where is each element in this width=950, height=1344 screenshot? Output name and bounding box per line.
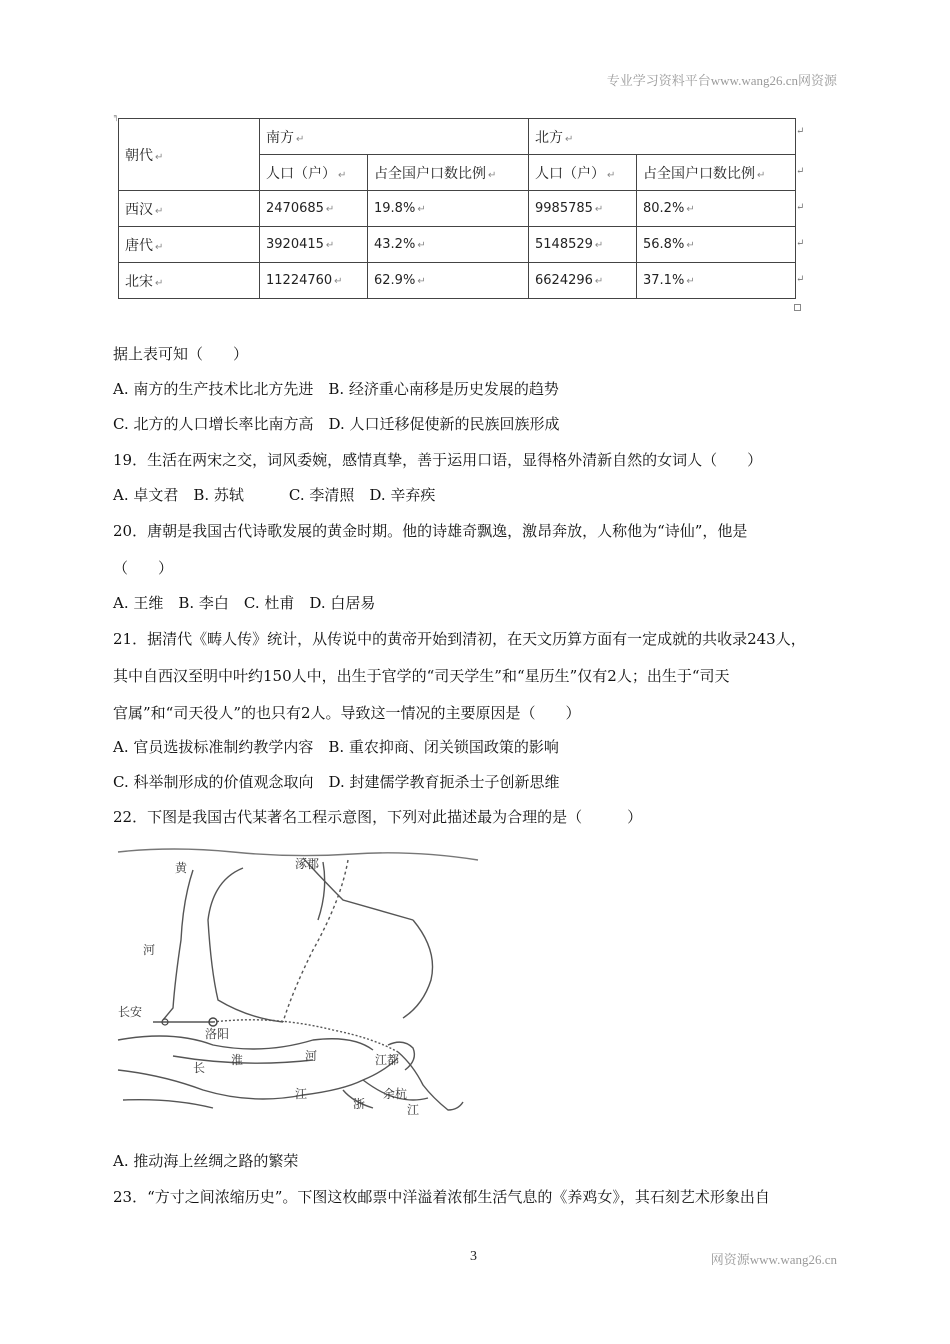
table-handle-mark: ╕ <box>114 112 119 121</box>
map-label: 长安 <box>118 1005 143 1019</box>
table-subheader-cell: 人口（户） ↵ <box>260 155 368 191</box>
table-header-north: 北方 ↵ <box>529 119 796 155</box>
table-cell: 5148529 ↵ <box>529 227 637 263</box>
table-cell-dynasty: 西汉 ↵ <box>119 191 260 227</box>
table-row <box>119 191 796 227</box>
map-label: 河 <box>143 943 156 957</box>
header-watermark: 专业学习资料平台www.wang26.cn网资源 <box>606 73 837 88</box>
table-subheader-cell: 人口（户） ↵ <box>529 155 637 191</box>
row-end-mark: ↵ <box>796 238 805 249</box>
q22-stem: 22．下图是我国古代某著名工程示意图，下列对此描述最为合理的是（ ） <box>113 808 643 826</box>
q21-options-line2: C. 科举制形成的价值观念取向 D. 封建儒学教育扼杀士子创新思维 <box>113 773 560 791</box>
page-number: 3 <box>470 1249 477 1264</box>
table-row <box>119 263 796 299</box>
map-label: 余杭 <box>383 1087 408 1101</box>
q18-options-line2: C. 北方的人口增长率比南方高 D. 人口迁移促使新的民族回族形成 <box>113 415 560 433</box>
row-end-mark: ↵ <box>796 126 805 137</box>
q22-option-a: A. 推动海上丝绸之路的繁荣 <box>113 1152 299 1170</box>
q20-stem-line2: （ ） <box>113 559 174 577</box>
table-row <box>119 227 796 263</box>
table-header-dynasty: 朝代 ↵ <box>119 119 260 191</box>
table-cell: 62.9% ↵ <box>368 263 529 299</box>
map-label: 江都 <box>375 1053 400 1067</box>
table-cell: 37.1% ↵ <box>637 263 796 299</box>
canal-map-drawing <box>113 840 483 1115</box>
map-label: 浙 <box>353 1097 366 1111</box>
table-subheader-cell: 占全国户口数比例 ↵ <box>368 155 529 191</box>
q18-stem: 据上表可知（ ） <box>113 345 249 363</box>
table-cell-dynasty: 北宋 ↵ <box>119 263 260 299</box>
q19-options: A. 卓文君 B. 苏轼 C. 李清照 D. 辛弃疾 <box>113 486 436 504</box>
canal-map <box>113 840 483 1115</box>
map-label: 江 <box>295 1087 308 1101</box>
table-subheader-cell: 占全国户口数比例 ↵ <box>637 155 796 191</box>
map-label: 洛阳 <box>205 1027 230 1041</box>
table-cell: 2470685 ↵ <box>260 191 368 227</box>
map-label: 长 <box>193 1061 206 1075</box>
q18-options-line1: A. 南方的生产技术比北方先进 B. 经济重心南移是历史发展的趋势 <box>113 380 559 398</box>
table-cell-dynasty: 唐代 ↵ <box>119 227 260 263</box>
table-cell: 9985785 ↵ <box>529 191 637 227</box>
table-cell: 3920415 ↵ <box>260 227 368 263</box>
table-header-row <box>119 119 796 155</box>
map-label: 江 <box>407 1103 420 1115</box>
row-end-mark: ↵ <box>796 166 805 177</box>
table-cell: 19.8% ↵ <box>368 191 529 227</box>
map-label: 黄 <box>175 861 188 875</box>
q21-stem-line3: 官属”和“司天役人”的也只有2人。导致这一情况的主要原因是（ ） <box>113 704 581 722</box>
table-cell: 80.2% ↵ <box>637 191 796 227</box>
row-end-mark: ↵ <box>796 274 805 285</box>
table-cell: 43.2% ↵ <box>368 227 529 263</box>
q20-options: A. 王维 B. 李白 C. 杜甫 D. 白居易 <box>113 594 376 612</box>
map-label: 涿郡 <box>295 857 320 871</box>
table-cell: 56.8% ↵ <box>637 227 796 263</box>
table-cell: 6624296 ↵ <box>529 263 637 299</box>
row-end-mark: ↵ <box>796 202 805 213</box>
q21-options-line1: A. 官员选拔标准制约教学内容 B. 重农抑商、闭关锁国政策的影响 <box>113 738 559 756</box>
population-table <box>118 118 796 299</box>
map-label: 淮 <box>231 1053 244 1067</box>
footer-watermark: 网资源www.wang26.cn <box>710 1252 837 1267</box>
map-label: 河 <box>305 1049 318 1063</box>
table-header-south: 南方 ↵ <box>260 119 529 155</box>
table-cell: 11224760 ↵ <box>260 263 368 299</box>
q21-stem-line2: 其中自西汉至明中叶约150人中，出生于官学的“司天学生”和“星历生”仅有2人；出生于“司天 <box>113 667 730 685</box>
q19-stem: 19．生活在两宋之交，词风委婉，感情真挚，善于运用口语，显得格外清新自然的女词人（ ） <box>113 451 763 469</box>
q20-stem-line1: 20．唐朝是我国古代诗歌发展的黄金时期。他的诗雄奇飘逸，激昂奔放，人称他为“诗仙”，他是 <box>113 522 748 540</box>
q21-stem-line1: 21．据清代《畴人传》统计，从传说中的黄帝开始到清初，在天文历算方面有一定成就的共收录243人， <box>113 630 806 648</box>
table-resize-handle <box>794 304 801 311</box>
q23-stem: 23．“方寸之间浓缩历史”。下图这枚邮票中洋溢着浓郁生活气息的《养鸡女》，其石刻艺术形象出自 <box>113 1188 770 1206</box>
